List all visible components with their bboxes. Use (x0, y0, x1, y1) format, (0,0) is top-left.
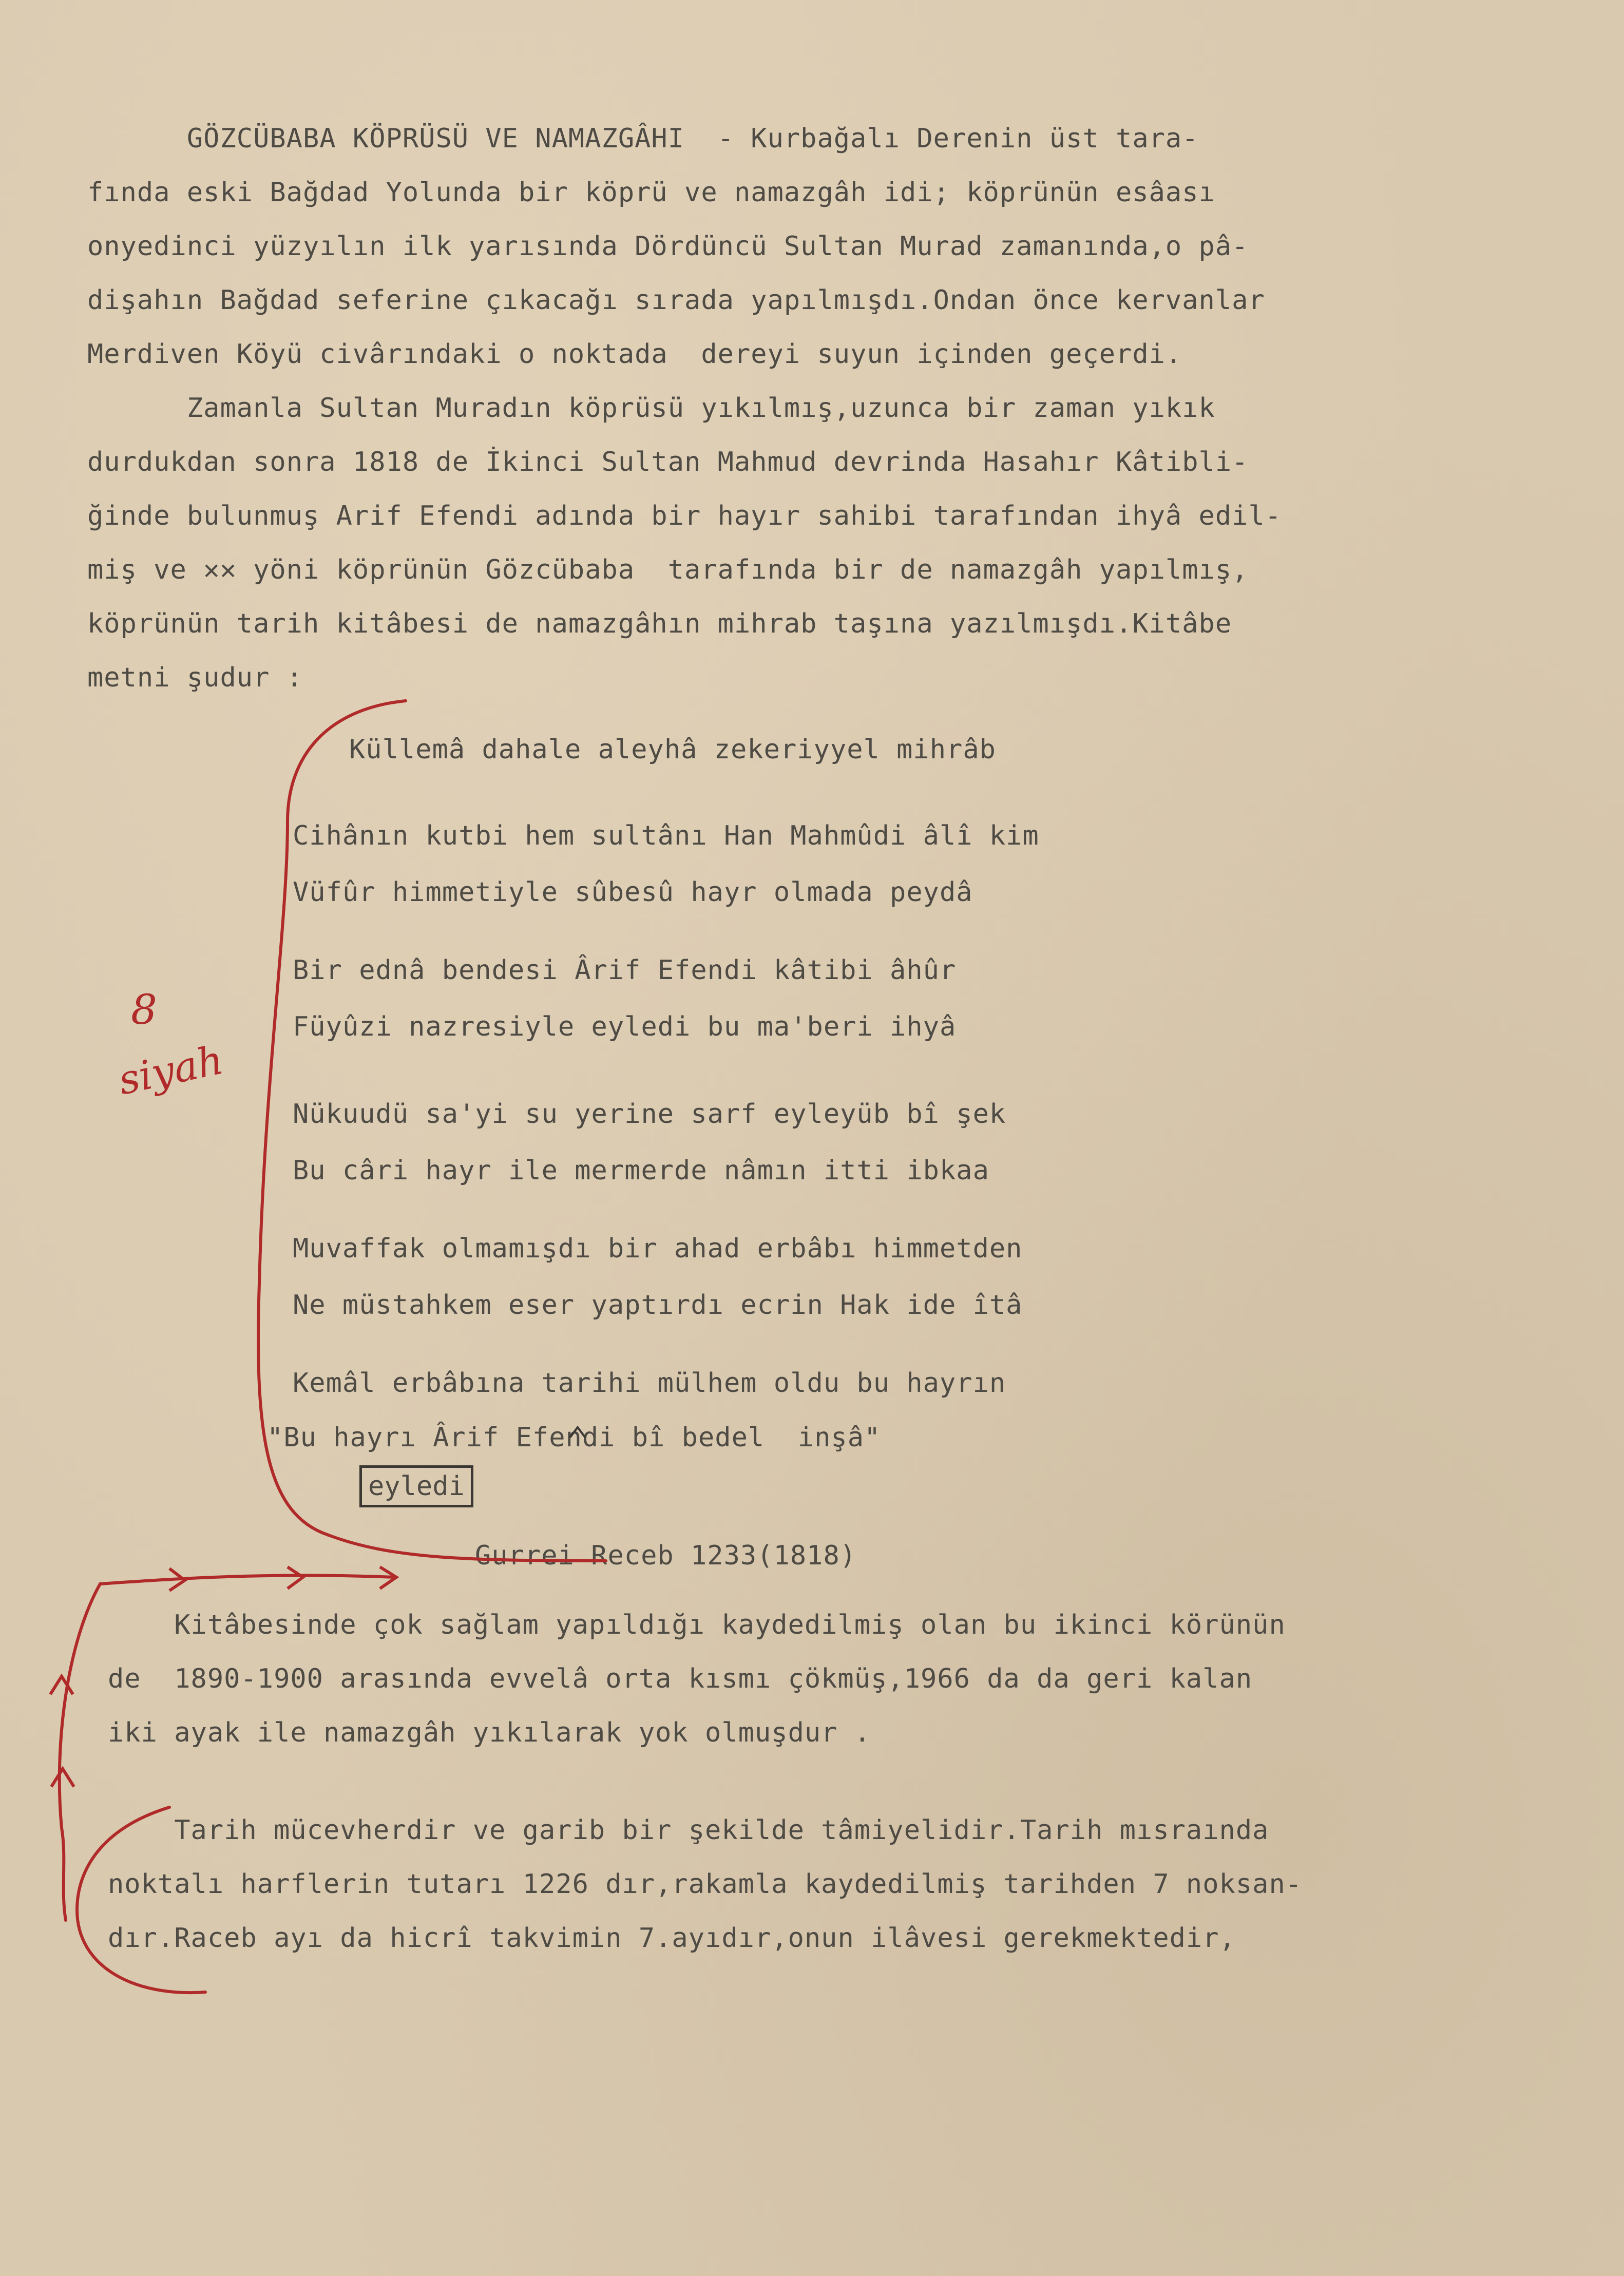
paragraph2-line-5: köprünün tarih kitâbesi de namazgâhın mihrab taşına yazılmışdı.Kitâbe (87, 608, 1232, 639)
paragraph2-line-6: metni şudur : (87, 662, 303, 693)
verse-bracket-mark (258, 701, 606, 1561)
paragraph3-line-2: de 1890-1900 arasında evvelâ orta kısmı çökmüş,1966 da da geri kalan (108, 1663, 1253, 1694)
caret-mark (570, 1427, 585, 1438)
intro-line-1: GÖZCÜBABA KÖPRÜSÜ VE NAMAZGÂHI - Kurbağalı Derenin üst tara- (87, 123, 1199, 154)
paragraph2-line-3: ğinde bulunmuş Arif Efendi adında bir hayır sahibi tarafından ihyâ edil- (87, 501, 1282, 531)
verse-line-4: Bir ednâ bendesi Ârif Efendi kâtibi âhûr (293, 955, 957, 986)
arrowhead-top-2 (288, 1567, 303, 1589)
paragraph3-line-3: iki ayak ile namazgâh yıkılarak yok olmuşdur . (108, 1717, 871, 1748)
verse-line-8: Muvaffak olmamışdı bir ahad erbâbı himmetden (293, 1233, 1023, 1264)
verse-line-6: Nükuudü sa'yi su yerine sarf eyleyüb bî şek (293, 1099, 1006, 1130)
arrowhead-up-2 (51, 1769, 74, 1787)
verse-line-10: Kemâl erbâbına tarihi mülhem oldu bu hayrın (293, 1368, 1006, 1399)
paragraph4-bracket-mark (77, 1807, 205, 1993)
intro-line-5: Merdiven Köyü civârındaki o noktada dereyi suyun içinden geçerdi. (87, 339, 1182, 370)
verse-line-2: Cihânın kutbi hem sultânı Han Mahmûdi âlî kim (293, 820, 1039, 851)
inscription-date: Gurrei Receb 1233(1818) (475, 1540, 857, 1571)
left-arrow-path (60, 1575, 395, 1920)
intro-line-4: dişahın Bağdad seferine çıkacağı sırada yapılmışdı.Ondan önce kervanlar (87, 285, 1265, 316)
paragraph4-line-2: noktalı harflerin tutarı 1226 dır,rakamla kaydedilmiş tarihden 7 noksan- (108, 1869, 1303, 1900)
verse-line-1: Küllemâ dahale aleyhâ zekeriyyel mihrâb (349, 734, 996, 765)
paragraph4-line-3: dır.Raceb ayı da hicrî takvimin 7.ayıdır,onun ilâvesi gerekmektedir, (108, 1923, 1236, 1954)
verse-line-5: Füyûzi nazresiyle eyledi bu ma'beri ihyâ (293, 1011, 957, 1042)
verse-line-3: Vüfûr himmetiyle sûbesû hayr olmada peydâ (293, 877, 973, 908)
boxed-correction-word: eyledi (359, 1465, 473, 1507)
intro-line-2: fında eski Bağdad Yolunda bir köprü ve namazgâh idi; köprünün esâası (87, 177, 1215, 208)
verse-line-11: "Bu hayrı Ârif Efendi bî bedel inşâ" (267, 1422, 881, 1453)
verse-line-7: Bu câri hayr ile mermerde nâmın itti ibkaa (293, 1155, 989, 1186)
paragraph2-line-1: Zamanla Sultan Muradın köprüsü yıkılmış,uzunca bir zaman yıkık (87, 393, 1215, 424)
paragraph4-line-1: Tarih mücevherdir ve garib bir şekilde tâmiyelidir.Tarih mısraında (108, 1815, 1269, 1846)
margin-word-annotation: siyah (114, 1037, 227, 1104)
paragraph3-line-1: Kitâbesinde çok sağlam yapıldığı kaydedilmiş olan bu ikinci körünün (108, 1610, 1286, 1640)
paragraph2-line-2: durdukdan sonra 1818 de İkinci Sultan Mahmud devrinda Hasahır Kâtibli- (87, 447, 1249, 477)
intro-line-3: onyedinci yüzyılın ilk yarısında Dördüncü Sultan Murad zamanında,o pâ- (87, 231, 1249, 262)
verse-line-9: Ne müstahkem eser yaptırdı ecrin Hak ide îtâ (293, 1290, 1023, 1321)
paragraph2-line-4: miş ve ✕✕ yöni köprünün Gözcübaba tarafında bir de namazgâh yapılmış, (87, 554, 1249, 585)
margin-number-annotation: 8 (131, 986, 157, 1034)
